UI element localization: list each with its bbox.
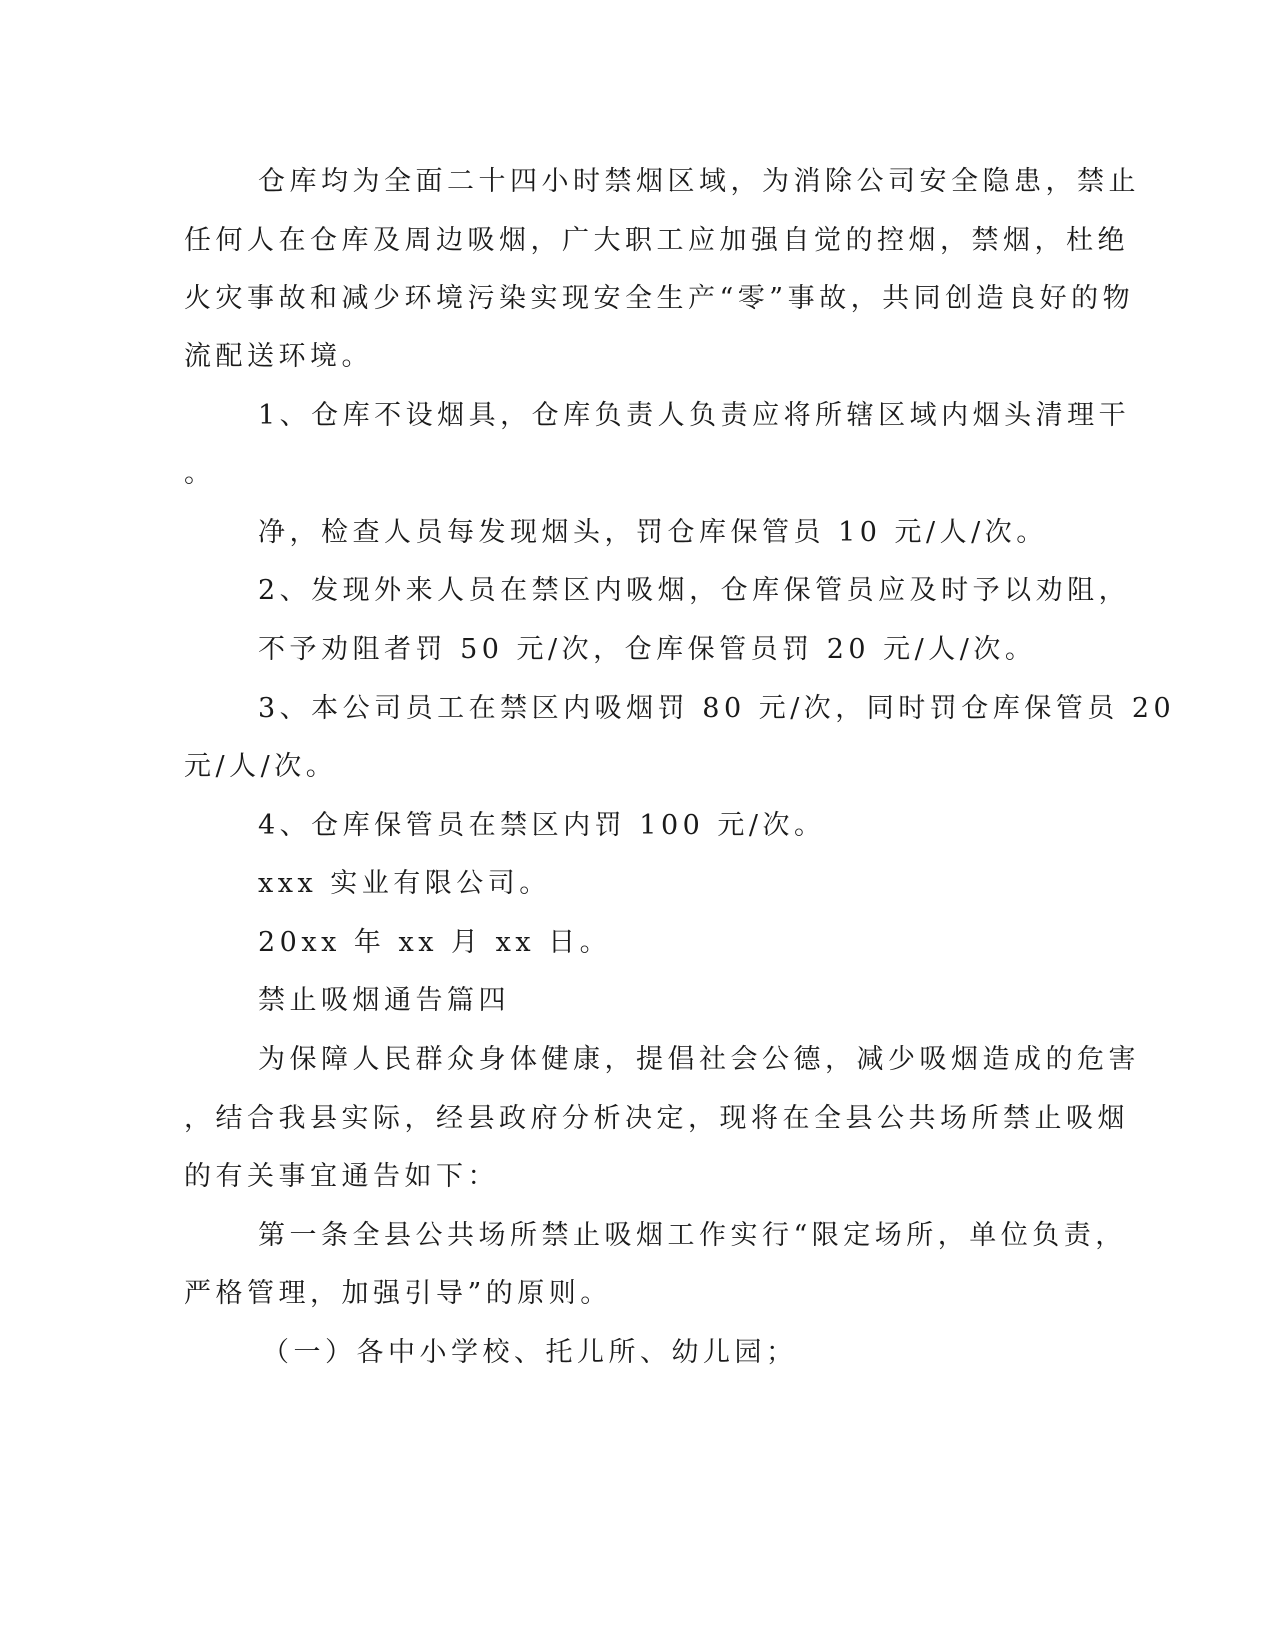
paragraph-line: 。 <box>184 458 216 489</box>
paragraph-line: 不予劝阻者罚 50 元/次，仓库保管员罚 20 元/人/次。 <box>258 634 1037 665</box>
paragraph-line: 流配送环境。 <box>184 341 373 372</box>
paragraph-line: 3、本公司员工在禁区内吸烟罚 80 元/次，同时罚仓库保管员 20 <box>258 693 1176 724</box>
paragraph-line: 仓库均为全面二十四小时禁烟区域，为消除公司安全隐患，禁止 <box>258 166 1140 197</box>
paragraph-line: 的有关事宜通告如下： <box>184 1161 499 1192</box>
paragraph-line: 火灾事故和减少环境污染实现安全生产“零”事故，共同创造良好的物 <box>184 283 1135 314</box>
date-line: 20xx 年 xx 月 xx 日。 <box>258 927 612 958</box>
paragraph-line: 2、发现外来人员在禁区内吸烟，仓库保管员应及时予以劝阻， <box>258 575 1131 606</box>
paragraph-line: 净，检查人员每发现烟头，罚仓库保管员 10 元/人/次。 <box>258 517 1048 548</box>
paragraph-line: 任何人在仓库及周边吸烟，广大职工应加强自觉的控烟，禁烟，杜绝 <box>184 225 1129 256</box>
company-name: xxx 实业有限公司。 <box>258 868 551 899</box>
paragraph-line: 为保障人民群众身体健康，提倡社会公德，减少吸烟造成的危害 <box>258 1044 1140 1075</box>
paragraph-line: 第一条全县公共场所禁止吸烟工作实行“限定场所，单位负责， <box>258 1220 1127 1251</box>
paragraph-line: 1、仓库不设烟具，仓库负责人负责应将所辖区域内烟头清理干 <box>258 400 1131 431</box>
paragraph-line: ，结合我县实际，经县政府分析决定，现将在全县公共场所禁止吸烟 <box>184 1103 1129 1134</box>
paragraph-line: 严格管理，加强引导”的原则。 <box>184 1278 612 1309</box>
list-item: （一）各中小学校、托儿所、幼儿园； <box>262 1337 798 1368</box>
section-heading: 禁止吸烟通告篇四 <box>258 985 510 1016</box>
paragraph-line: 4、仓库保管员在禁区内罚 100 元/次。 <box>258 810 826 841</box>
paragraph-line: 元/人/次。 <box>184 751 338 782</box>
